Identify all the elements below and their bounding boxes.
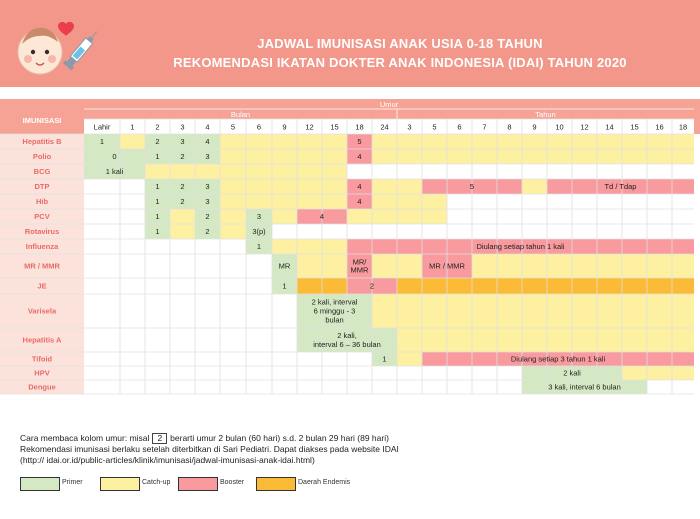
schedule-cell-label: Diulang setiap 3 tahun 1 kali (510, 354, 606, 364)
schedule-cell-catchup (170, 224, 195, 239)
vaccine-label: MR / MMR (24, 261, 60, 271)
schedule-cell-label: 3 (205, 197, 210, 207)
schedule-cell-label: 5 (357, 137, 362, 147)
imunisasi-header: IMUNISASI (22, 116, 62, 125)
schedule-cell-catchup (170, 209, 195, 224)
schedule-cell-label: 1 (155, 197, 160, 207)
vaccine-label: Varisela (27, 306, 57, 316)
age-column-header: 1 (130, 122, 135, 132)
vaccine-label: DTP (34, 182, 50, 192)
legend-swatch-booster (178, 477, 218, 491)
age-column-header: 24 (380, 122, 389, 132)
schedule-cell-label: 2 kali, (337, 331, 357, 341)
age-column-header: 10 (555, 122, 564, 132)
age-row-bg (84, 119, 694, 134)
vaccine-label: Hib (35, 197, 49, 207)
schedule-cell-label: 1 (155, 212, 160, 222)
schedule-cell-label: 2 (180, 182, 185, 192)
schedule-cell-catchup (397, 352, 422, 366)
schedule-cell-catchup (220, 179, 347, 194)
baby-with-syringe-icon (10, 12, 110, 82)
legend-swatch-primer (20, 477, 60, 491)
schedule-cell-label: MMR (350, 265, 369, 275)
schedule-cell-label: Td / Tdap (604, 182, 637, 192)
legend (20, 477, 700, 491)
schedule-cell-label: 4 (319, 212, 325, 222)
age-column-header: 3 (407, 122, 412, 132)
schedule-cell-catchup (220, 209, 246, 224)
schedule-cell-catchup (272, 239, 347, 254)
schedule-cell-catchup (272, 209, 297, 224)
page-title: JADWAL IMUNISASI ANAK USIA 0-18 TAHUN (257, 36, 543, 51)
notes-line-3: (http:// idai.or.id/public-articles/klinik/imunisasi/jadwal-imunisasi-anak-idai.html) (20, 455, 315, 465)
legend-swatch-endemic (256, 477, 296, 491)
age-column-header: 6 (457, 122, 462, 132)
schedule-cell-label: 1 (382, 354, 387, 364)
vaccine-label: Polio (32, 152, 52, 162)
age-column-header: 5 (230, 122, 236, 132)
schedule-cell-label: bulan (325, 315, 344, 325)
schedule-cell-label: 3(p) (252, 227, 266, 237)
header-banner (0, 0, 700, 87)
schedule-cell-label: 1 (155, 227, 160, 237)
schedule-cell-label: Diulang setiap tahun 1 kali (476, 242, 565, 252)
schedule-cell-label: 2 (369, 281, 375, 291)
age-column-header: 18 (355, 122, 364, 132)
schedule-cell-label: 2 kali (563, 368, 581, 378)
age-column-header: 8 (507, 122, 512, 132)
vaccine-label: Tifoid (31, 354, 53, 364)
schedule-cell-catchup (522, 179, 547, 194)
schedule-cell-label: 4 (357, 182, 362, 192)
age-column-header: 7 (482, 122, 487, 132)
schedule-cell-label: 0 (112, 152, 117, 162)
schedule-cell-label: 3 kali, interval 6 bulan (548, 382, 621, 392)
schedule-cell-label: 5 (469, 182, 475, 192)
age-column-header: 5 (432, 122, 437, 132)
schedule-cell-label: 2 (180, 197, 185, 207)
legend-swatch-catchup (100, 477, 140, 491)
schedule-cell-label: 1 (155, 182, 160, 192)
age-column-header: 15 (630, 122, 639, 132)
reading-notes (20, 433, 399, 466)
schedule-cell-label: 1 kali (105, 167, 124, 177)
schedule-cell-catchup (220, 224, 246, 239)
vaccine-label: Influenza (25, 242, 59, 252)
schedule-cell-label: 4 (357, 197, 362, 207)
schedule-cell-label: 1 (282, 281, 287, 291)
schedule-cell-label: MR / MMR (429, 261, 465, 271)
schedule-cell-catchup (220, 194, 347, 209)
schedule-cell-label: 3 (205, 182, 210, 192)
schedule-cell-catchup (372, 194, 447, 209)
schedule-cell-catchup (120, 134, 145, 149)
age-column-header: 18 (678, 122, 688, 132)
age-column-header: 2 (155, 122, 160, 132)
vaccine-label: PCV (34, 212, 50, 222)
age-column-header: 6 (256, 122, 262, 132)
schedule-cell-label: 2 (155, 137, 160, 147)
age-column-header: 12 (580, 122, 589, 132)
page-subtitle: REKOMENDASI IKATAN DOKTER ANAK INDONESIA (IDAI) TAHUN 2020 (173, 55, 627, 70)
schedule-cell-endemic (397, 278, 694, 294)
age-column-header: 14 (605, 122, 614, 132)
vaccine-label: Rotavirus (24, 227, 60, 237)
vaccine-label: JE (37, 281, 47, 291)
age-column-header: 9 (282, 122, 287, 132)
notes-line-1: Cara membaca kolom umur: misal 2 berarti umur 2 bulan (60 hari) s.d. 2 bulan 29 hari (89 hari) (20, 433, 389, 443)
schedule-cell-label: 1 (155, 152, 160, 162)
immunization-schedule-table (0, 99, 700, 403)
age-column-header: 4 (205, 122, 210, 132)
legend-label: Booster (220, 479, 245, 486)
notes-line-2: Rekomendasi imunisasi berlaku setelah diterbitkan di Sari Pediatri. Dapat diakses pada website IDAI (20, 444, 399, 454)
legend-label: Catch-up (142, 479, 171, 486)
age-column-header: Lahir (93, 122, 111, 132)
schedule-cell-catchup (220, 134, 347, 149)
bulan-header: Bulan (230, 110, 251, 119)
schedule-cell-label: 3 (180, 137, 185, 147)
schedule-cell-label: 6 minggu - 3 (313, 306, 356, 316)
schedule-cell-label: 1 (99, 137, 105, 147)
legend-label: Primer (62, 479, 83, 486)
schedule-cell-catchup (372, 294, 694, 328)
schedule-cell-label: 3 (205, 152, 210, 162)
vaccine-label: Hepatitis A (22, 335, 62, 345)
age-column-header: 3 (180, 122, 185, 132)
tahun-header: Tahun (535, 110, 556, 119)
vaccine-label: Hepatitis B (22, 137, 62, 147)
schedule-cell-catchup (372, 134, 694, 149)
age-column-header: 9 (532, 122, 537, 132)
example-box: 2 (152, 433, 167, 444)
vaccine-label: BCG (33, 167, 51, 177)
schedule-cell-label: 4 (205, 137, 210, 147)
schedule-cell-label: MR/ (352, 257, 367, 267)
schedule-cell-label: 4 (357, 152, 362, 162)
umur-header: Umur (379, 100, 399, 109)
schedule-cell-catchup (397, 328, 694, 352)
vaccine-label: Dengue (28, 382, 56, 392)
schedule-cell-label: 1 (256, 242, 262, 252)
vaccine-label: HPV (34, 368, 50, 378)
schedule-cell-catchup (472, 254, 694, 278)
schedule-cell-catchup (372, 149, 694, 164)
schedule-cell-label: 3 (256, 212, 262, 222)
schedule-cell-label: MR (278, 261, 291, 271)
age-column-header: 15 (330, 122, 339, 132)
schedule-cell-label: 2 (205, 227, 210, 237)
age-column-header: 16 (655, 122, 664, 132)
legend-label: Daerah Endemis (298, 479, 351, 486)
schedule-cell-label: interval 6 – 36 bulan (313, 340, 381, 350)
age-column-header: 12 (305, 122, 314, 132)
schedule-cell-catchup (220, 149, 347, 164)
schedule-cell-label: 2 kali, interval (311, 297, 358, 307)
schedule-cell-label: 2 (180, 152, 185, 162)
schedule-cell-catchup (622, 366, 694, 380)
schedule-cell-label: 2 (205, 212, 210, 222)
